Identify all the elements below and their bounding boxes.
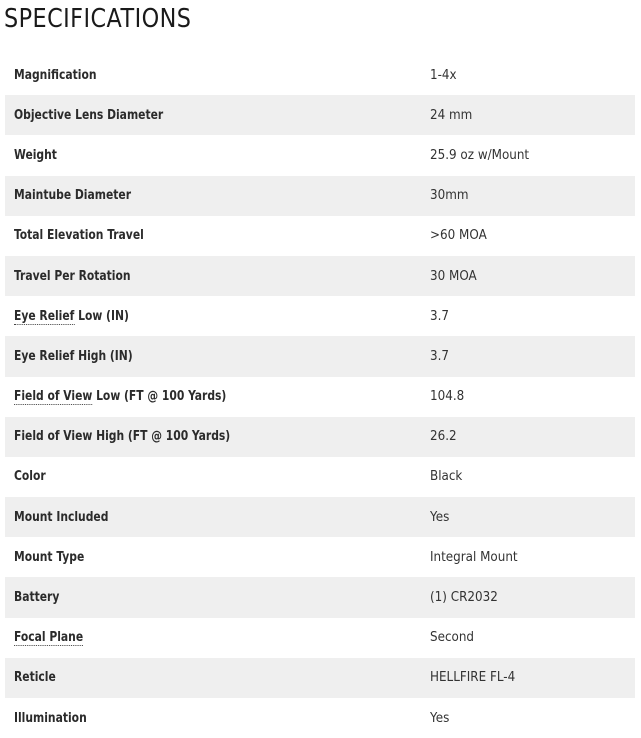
spec-row-illumination	[5, 698, 635, 738]
spec-row-color	[5, 457, 635, 497]
spec-value: 104.8	[430, 389, 465, 405]
spec-row-weight	[5, 135, 635, 175]
spec-row-mount-included	[5, 497, 635, 537]
spec-row-field-of-view-low	[5, 377, 635, 417]
spec-label: Color	[14, 469, 46, 485]
spec-value: Integral Mount	[430, 549, 518, 565]
spec-label: Magnification	[14, 67, 97, 83]
spec-row-focal-plane	[5, 618, 635, 658]
spec-label: Reticle	[14, 670, 56, 686]
spec-value: (1) CR2032	[430, 590, 498, 606]
page-title: SPECIFICATIONS	[4, 4, 192, 34]
spec-row-reticle	[5, 658, 635, 698]
spec-row-total-elevation-travel	[5, 216, 635, 256]
spec-value: 3.7	[430, 348, 450, 364]
spec-row-eye-relief-high	[5, 336, 635, 376]
spec-value: Yes	[430, 509, 450, 525]
eye-relief-term-link[interactable]: Eye Relief	[14, 308, 75, 324]
spec-row-magnification	[5, 55, 635, 95]
spec-value: 30 MOA	[430, 268, 477, 284]
spec-label: Total Elevation Travel	[14, 228, 144, 244]
spec-value: Second	[430, 630, 475, 646]
spec-row-objective-lens-diameter	[5, 95, 635, 135]
spec-value: Black	[430, 469, 463, 485]
spec-label: Eye Relief Low (IN)	[14, 308, 129, 324]
spec-value: Yes	[430, 710, 450, 726]
focal-plane-term-link[interactable]: Focal Plane	[14, 630, 84, 646]
spec-label	[5, 618, 421, 658]
spec-label: Mount Type	[14, 549, 85, 565]
spec-value: 24 mm	[430, 107, 473, 123]
spec-value: 25.9 oz w/Mount	[430, 147, 530, 163]
spec-label: Maintube Diameter	[14, 188, 132, 204]
spec-value: 3.7	[430, 308, 450, 324]
spec-row-battery	[5, 577, 635, 617]
field-of-view-term-link[interactable]: Field of View	[14, 389, 93, 405]
spec-row-field-of-view-high	[5, 417, 635, 457]
specifications-table-body	[5, 55, 635, 738]
spec-value: 26.2	[430, 429, 457, 445]
spec-label: Travel Per Rotation	[14, 268, 131, 284]
spec-value: >60 MOA	[430, 228, 487, 244]
specifications-table	[5, 55, 635, 738]
spec-row-maintube-diameter	[5, 176, 635, 216]
spec-row-mount-type	[5, 537, 635, 577]
spec-label: Objective Lens Diameter	[14, 107, 164, 123]
spec-row-eye-relief-low	[5, 296, 635, 336]
spec-value: HELLFIRE FL-4	[430, 670, 516, 686]
spec-value: 1-4x	[430, 67, 457, 83]
spec-value: 30mm	[430, 188, 469, 204]
spec-label: Field of View Low (FT @ 100 Yards)	[14, 389, 227, 405]
spec-label: Weight	[14, 147, 57, 163]
spec-label: Eye Relief High (IN)	[14, 348, 133, 364]
spec-row-travel-per-rotation	[5, 256, 635, 296]
spec-label: Mount Included	[14, 509, 109, 525]
spec-label: Battery	[14, 590, 60, 606]
spec-label: Illumination	[14, 710, 87, 726]
spec-label: Field of View High (FT @ 100 Yards)	[14, 429, 231, 445]
